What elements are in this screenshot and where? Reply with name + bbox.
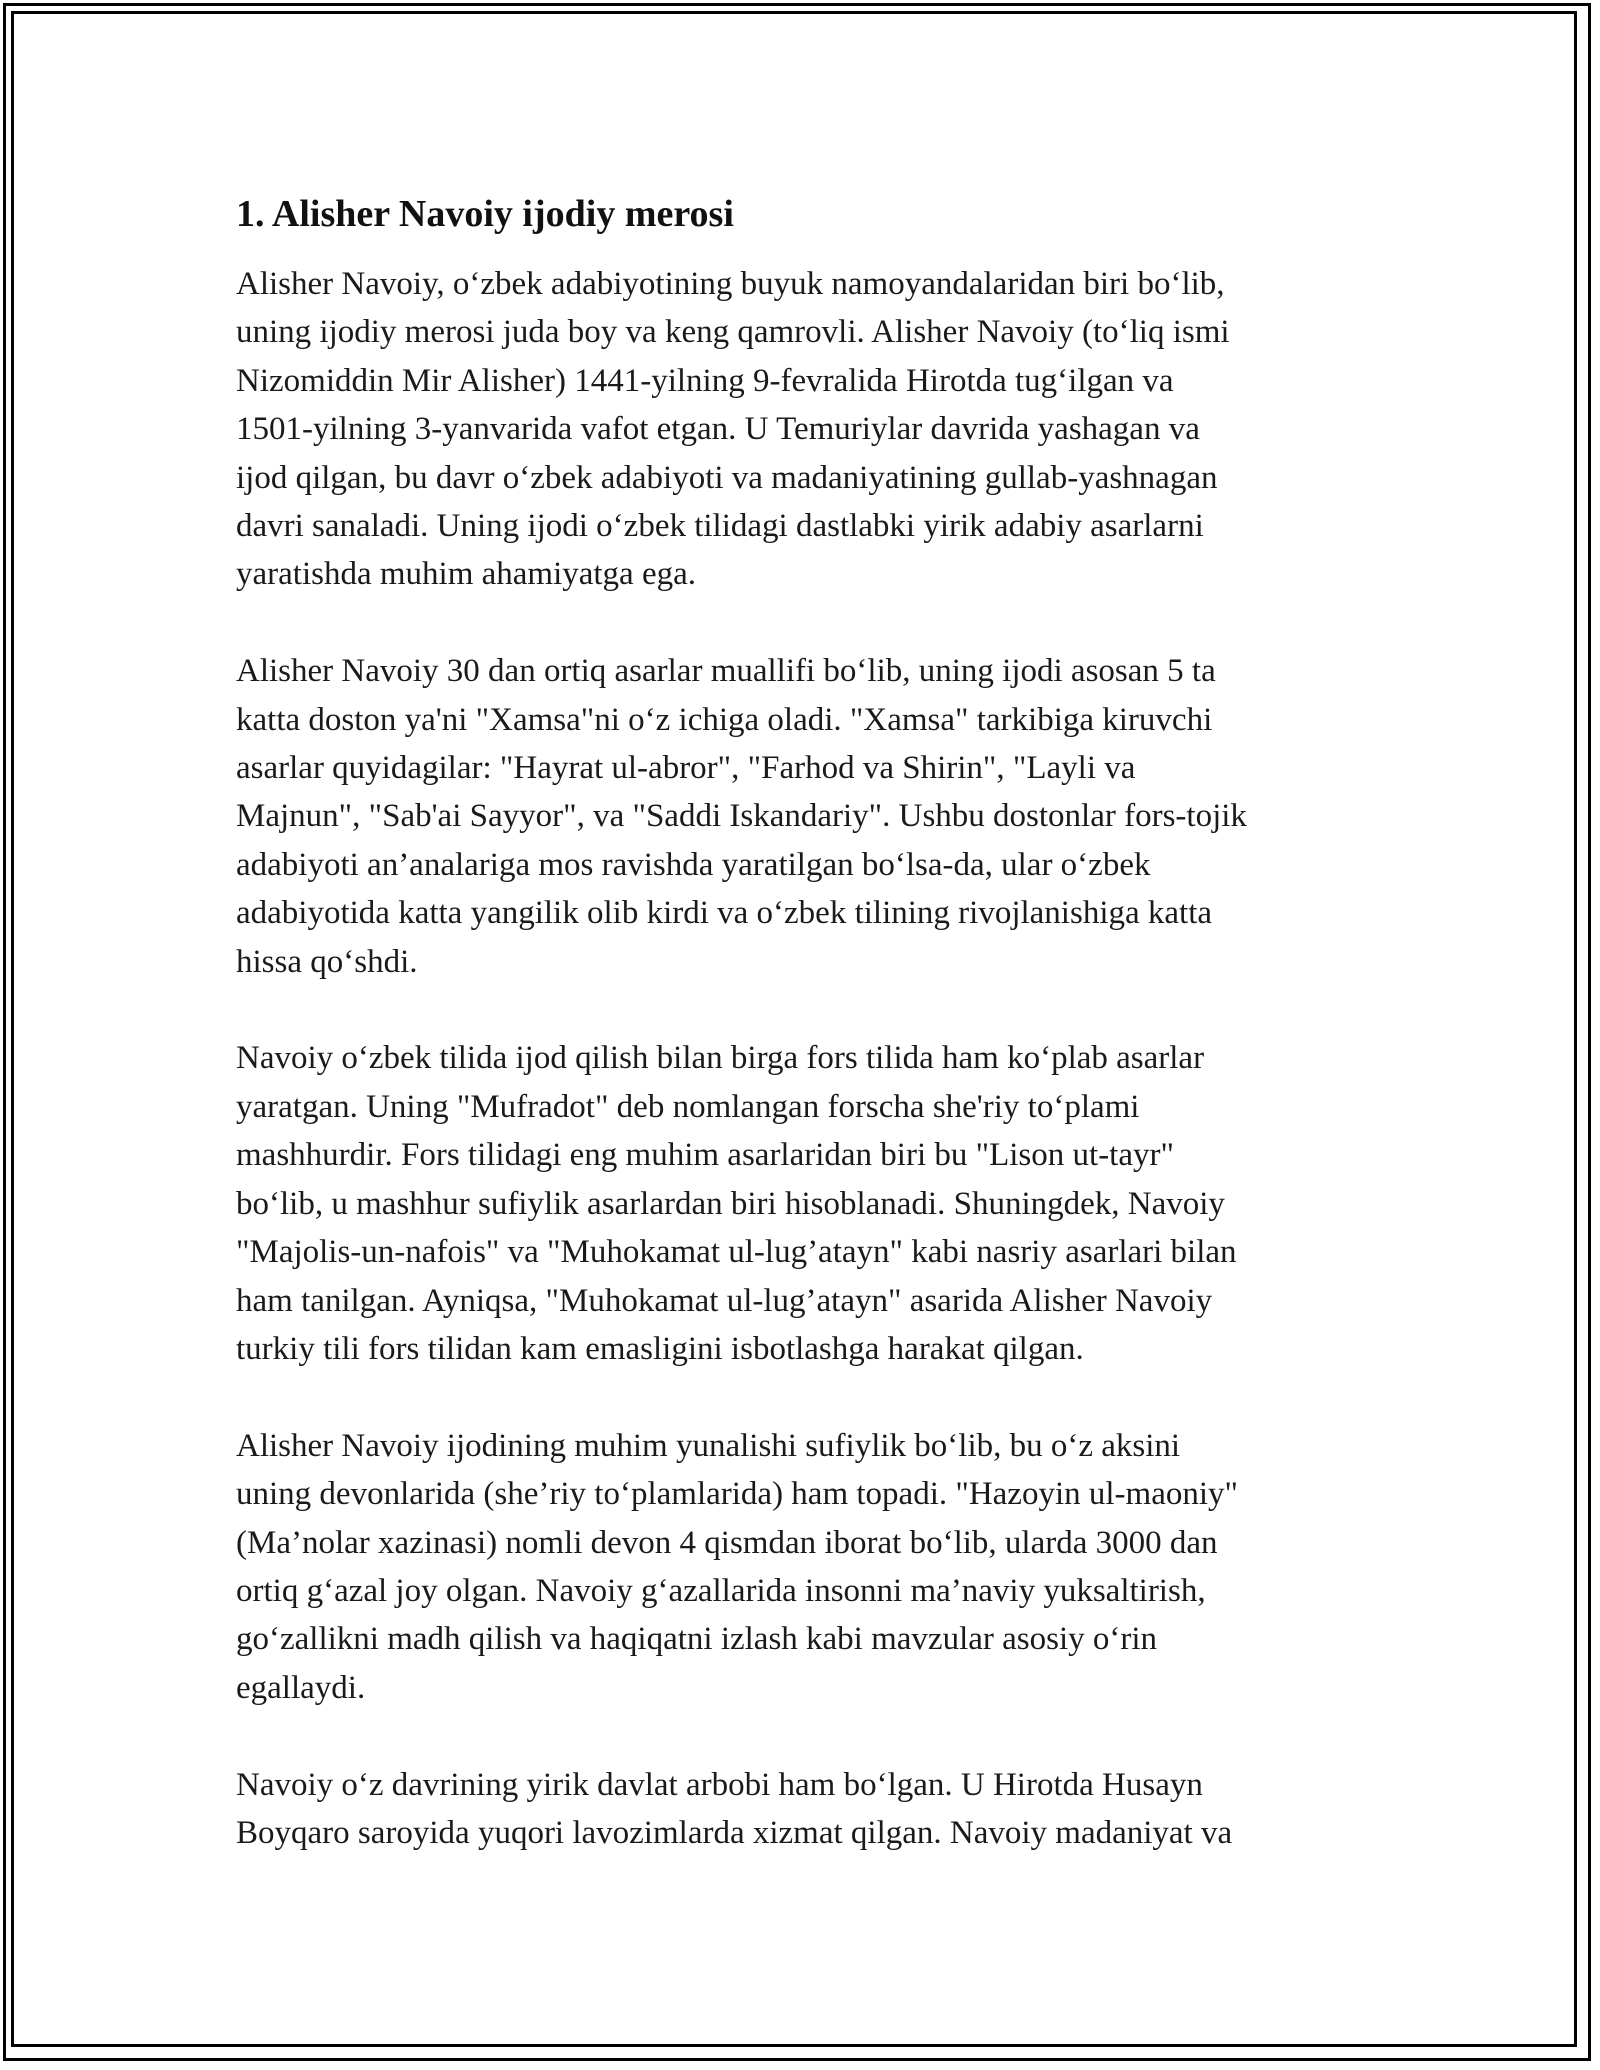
paragraph-3: Navoiy o‘zbek tilida ijod qilish bilan birga fors tilida ham ko‘plab asarlar yaratgan. Uning "Mufradot" deb nomlangan forscha she'riy to‘plami mashhurdir. Fors tilidagi eng muhim asarlaridan biri bu "Lison ut-tayr" bo‘lib, u mashhur sufiylik asarlardan biri hisoblanadi. Shuningdek, Navoiy "Majolis-un-nafois" va "Muhokamat ul-lug’atayn" kabi nasriy asarlari bilan ham tanilgan. Ayniqsa, "Muhokamat ul-lug’atayn" asarida Alisher Navoiy turkiy tili fors tilidan kam emasligini isbotlashga harakat qilgan.: [236, 1040, 1237, 1367]
document-body: [236, 188, 1386, 1906]
paragraph-5: Navoiy o‘z davrining yirik davlat arbobi ham bo‘lgan. U Hirotda Husayn Boyqaro saroyida yuqori lavozimlarda xizmat qilgan. Navoiy madaniyat va: [236, 1766, 1233, 1851]
section-heading: 1. Alisher Navoiy ijodiy merosi: [236, 193, 734, 235]
paragraph-2: Alisher Navoiy 30 dan ortiq asarlar muallifi bo‘lib, uning ijodi asosan 5 ta katta doston ya'ni "Xamsa"ni o‘z ichiga oladi. "Xamsa" tarkibiga kiruvchi asarlar quyidagilar: "Hayrat ul-abror", "Farhod va Shirin", "Layli va Majnun", "Sab'ai Sayyor", va "Saddi Iskandariy". Ushbu dostonlar fors-tojik adabiyoti an’analariga mos ravishda yaratilgan bo‘lsa-da, ular o‘zbek adabiyotida katta yangilik olib kirdi va o‘zbek tilining rivojlanishiga katta hissa qo‘shdi.: [236, 653, 1247, 980]
paragraph-1: Alisher Navoiy, o‘zbek adabiyotining buyuk namoyandalaridan biri bo‘lib, uning ijodiy merosi juda boy va keng qamrovli. Alisher Navoiy (to‘liq ismi Nizomiddin Mir Alisher) 1441-yilning 9-fevralida Hirotda tug‘ilgan va 1501-yilning 3-yanvarida vafot etgan. U Temuriylar davrida yashagan va ijod qilgan, bu davr o‘zbek adabiyoti va madaniyatining gullab-yashnagan davri sanaladi. Uning ijodi o‘zbek tilidagi dastlabki yirik adabiy asarlarni yaratishda muhim ahamiyatga ega.: [236, 266, 1230, 593]
paragraph-4: Alisher Navoiy ijodining muhim yunalishi sufiylik bo‘lib, bu o‘z aksini uning devonlarida (she’riy to‘plamlarida) ham topadi. "Hazoyin ul-maoniy" (Ma’nolar xazinasi) nomli devon 4 qismdan iborat bo‘lib, ularda 3000 dan ortiq g‘azal joy olgan. Navoiy g‘azallarida insonni ma’naviy yuksaltirish, go‘zallikni madh qilish va haqiqatni izlash kabi mavzular asosiy o‘rin egallaydi.: [236, 1427, 1238, 1706]
